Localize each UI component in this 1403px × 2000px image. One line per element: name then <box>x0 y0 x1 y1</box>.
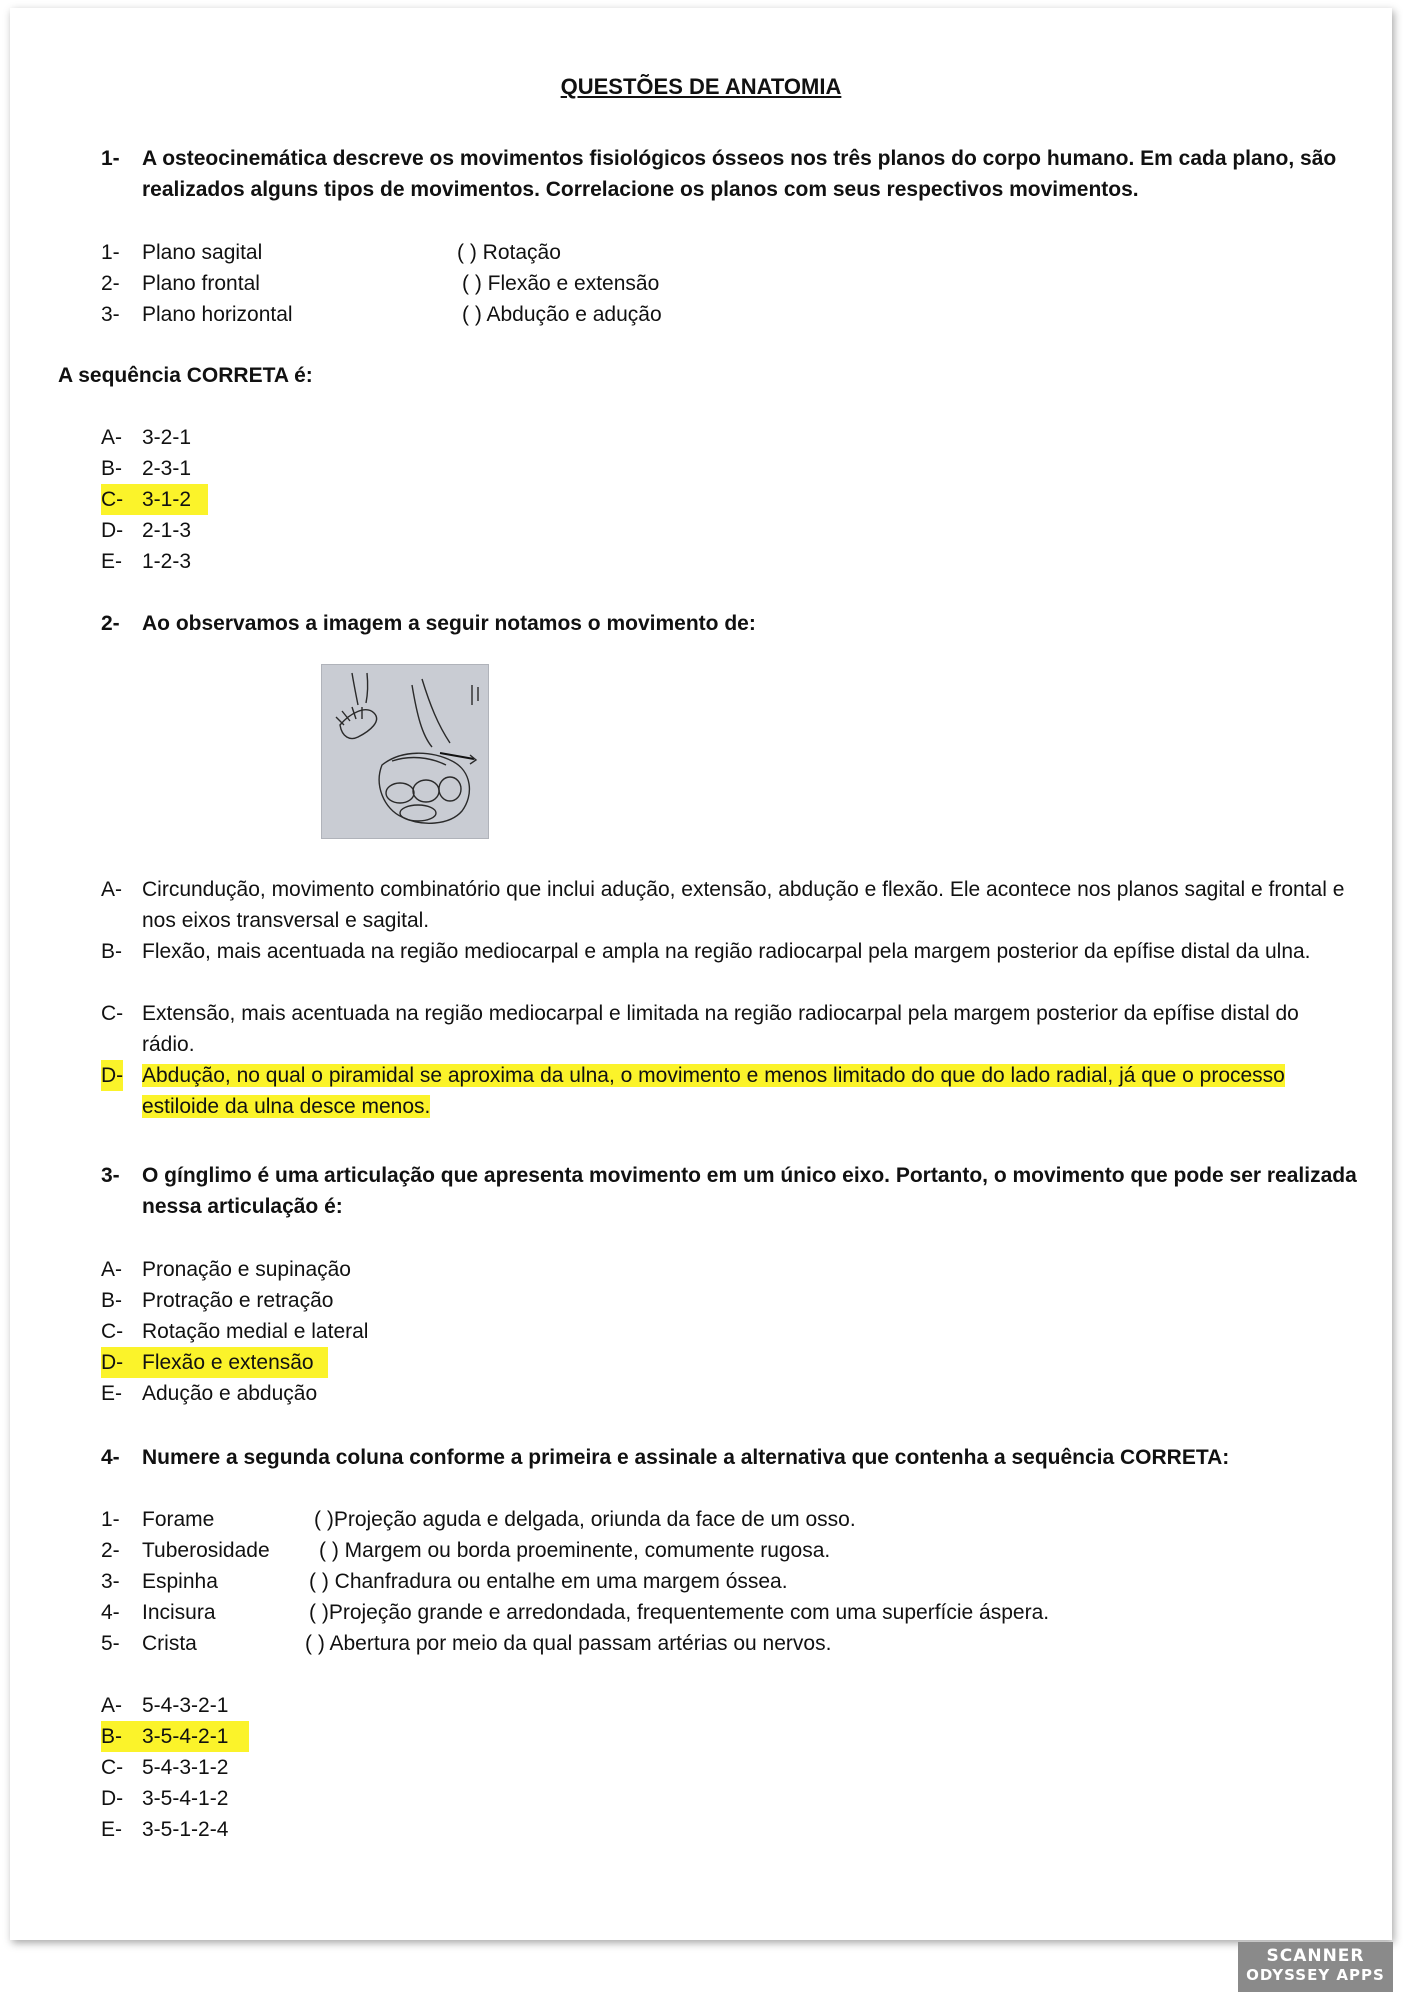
question-number: 3- <box>101 1164 120 1187</box>
question-text: Numere a segunda coluna conforme a primeira e assinale a alternativa que contenha a sequência CORRETA: <box>142 1446 1230 1469</box>
match-right-item: ( ) Chanfradura ou entalhe em uma margem óssea. <box>309 1570 788 1593</box>
answer-option: B- Flexão, mais acentuada na região mediocarpal e ampla na região radiocarpal pela margem posterior da epífise distal da ulna. <box>101 940 1311 963</box>
watermark-line-2: ODYSSEY APPS <box>1246 1966 1385 1984</box>
question-number: 4- <box>101 1446 120 1469</box>
match-right-item: ( ) Margem ou borda proeminente, comumente rugosa. <box>319 1539 831 1562</box>
question-text: Ao observamos a imagem a seguir notamos o movimento de: <box>142 612 756 635</box>
answer-option: A- Circundução, movimento combinatório que inclui adução, extensão, abdução e flexão. Ele acontece nos planos sagital e frontal e nos eixos transversal e sagital. <box>101 878 1345 932</box>
answer-option-highlighted: D- Flexão e extensão <box>101 1347 328 1378</box>
wrist-illustration <box>321 664 489 839</box>
document-title: QUESTÕES DE ANATOMIA <box>560 74 842 99</box>
scanner-watermark <box>1238 1942 1393 1992</box>
answer-option-highlighted: C- 3-1-2 <box>101 484 208 515</box>
answer-option-highlighted: B- 3-5-4-2-1 <box>101 1721 249 1752</box>
match-right-item: ( ) Rotação <box>457 241 561 264</box>
answer-option-highlighted: D- Abdução, no qual o piramidal se aproxima da ulna, o movimento e menos limitado do que do lado radial, já que o processo estiloide da ulna desce menos. <box>101 1060 1361 1122</box>
match-right-item: ( ) Flexão e extensão <box>462 272 660 295</box>
question-4 <box>101 1442 1351 1473</box>
match-right-item: ( ) Abdução e adução <box>462 303 662 326</box>
question-prompt: A sequência CORRETA é: <box>58 364 313 387</box>
question-1 <box>101 143 1351 207</box>
question-text: A osteocinemática descreve os movimentos fisiológicos ósseos nos três planos do corpo humano. Em cada plano, são realizados alguns tipos de movimentos. Correlacione os planos com seus respectivos movimentos. <box>142 147 1337 201</box>
question-2 <box>101 608 1351 639</box>
match-right-item: ( ) Abertura por meio da qual passam artérias ou nervos. <box>305 1632 832 1655</box>
answer-option: C- Extensão, mais acentuada na região mediocarpal e limitada na região radiocarpal pela margem posterior da epífise distal do rádio. <box>101 1002 1299 1056</box>
question-number: 2- <box>101 612 120 635</box>
wrist-sketch-icon <box>322 665 488 838</box>
question-number: 1- <box>101 147 120 170</box>
match-right-item: ( )Projeção aguda e delgada, oriunda da face de um osso. <box>314 1508 856 1531</box>
document-page: QUESTÕES DE ANATOMIA 1- A osteocinemática descreve os movimentos fisiológicos ósseos nos três planos do corpo humano. Em cada plano, são realizados alguns tipos de movimentos. Correlacione os planos com seus respectivos movimentos. 1- Plano sagital 2- Plano frontal 3- Plano horizontal ( ) Rotação ( ) Flexão e extensão ( ) Abdução e adução A sequência CORRETA é: A- 3-2-1 B- 2-3-1 C- 3-1-2 D- 2-1-3 E- 1-2-3 2- Ao observamos a imagem a seguir notamos o movimento de: A- Circundução, movimento combinatório que inclui adução, extensão, abdução e flexão. Ele acontece nos planos sagital e frontal e nos eixos transversal e sagital. B- Flexão, mais acentuada na região mediocarpal e ampla na região radiocarpal pela margem posterior da epífise distal da ulna. C- Extensão, mais acentuada na região mediocarpal e limitada na região radiocarpal pela margem posterior da epífise distal do rádio. D- Abdução, no qual o piramidal se aproxima da ulna, o movimento e menos limitado do que do lado radial, já que o processo estiloide da ulna desce menos. 3- O gínglimo é uma articulação que apresenta movimento em um único eixo. Portanto, o movimento que pode ser realizada nessa articulação é: A- Pronação e supinação B- Protração e retração C- Rotação medial e lateral D- Flexão e extensão E- Adução e abdução 4- Numere a segunda coluna conforme a primeira e assinale a alternativa que contenha a sequência CORRETA: 1- Forame 2- Tuberosidade 3- Espinha 4- Incisura 5- Crista ( )Projeção aguda e delgada, oriunda da face de um osso. ( ) Margem ou borda proeminente, comumente rugosa. ( ) Chanfradura ou entalhe em uma margem óssea. ( )Projeção grande e arredondada, frequentemente com uma superfície áspera. ( ) Abertura por meio da qual passam artérias ou nervos. A- 5-4-3-2-1 B- 3-5-4-2-1 C- 5-4-3-1-2 D- 3-5-4-1-2 E- 3-5-1-2-4 <box>10 8 1392 1940</box>
match-right-item: ( )Projeção grande e arredondada, frequentemente com uma superfície áspera. <box>309 1601 1050 1624</box>
question-3 <box>101 1160 1357 1222</box>
watermark-line-1: SCANNER <box>1266 1946 1365 1966</box>
question-text: O gínglimo é uma articulação que apresenta movimento em um único eixo. Portanto, o movimento que pode ser realizada nessa articulação é: <box>142 1164 1357 1218</box>
